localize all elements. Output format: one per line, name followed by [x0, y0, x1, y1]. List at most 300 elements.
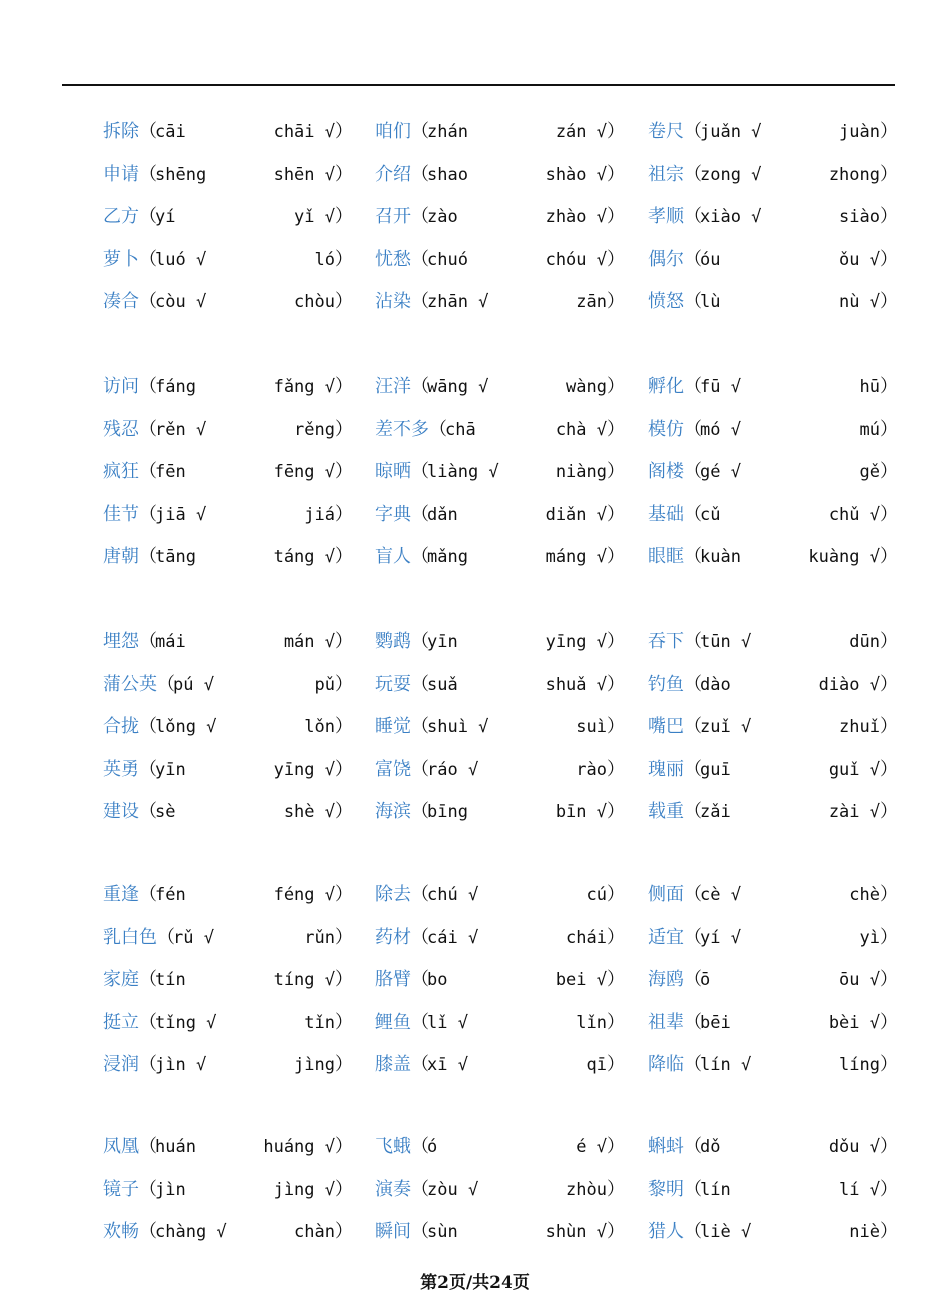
word-text: 唐朝	[103, 546, 139, 567]
open-paren: （	[139, 801, 157, 822]
open-paren: （	[411, 163, 429, 185]
pinyin-option-1: jìn	[155, 1179, 186, 1200]
open-paren: （	[411, 121, 429, 142]
word-item	[648, 1050, 898, 1080]
close-paren: ）	[335, 163, 353, 185]
close-paren: ）	[607, 503, 625, 525]
word-item	[103, 797, 353, 827]
open-paren: （	[411, 801, 429, 822]
word-text: 膝盖	[375, 1054, 411, 1075]
open-paren: （	[411, 546, 429, 567]
pinyin-option-2: zān	[576, 292, 607, 312]
pinyin-option-1: chàng √	[155, 1222, 227, 1242]
open-paren: （	[411, 758, 429, 780]
pinyin-option-2: jìng √	[273, 1179, 335, 1200]
close-paren: ）	[607, 926, 625, 948]
word-row	[0, 202, 950, 232]
word-text: 介绍	[375, 163, 411, 185]
open-paren: （	[157, 673, 175, 695]
word-item	[648, 415, 898, 445]
word-text: 钓鱼	[648, 673, 684, 695]
pinyin-option-1: chā	[445, 419, 476, 440]
pinyin-option-2: ǒu √	[839, 249, 880, 270]
open-paren: （	[139, 1011, 157, 1033]
close-paren: ）	[607, 884, 625, 905]
word-text: 演奏	[375, 1178, 411, 1200]
word-text: 睡觉	[375, 716, 411, 737]
pinyin-option-2: chòu	[294, 292, 335, 312]
pinyin-option-1: suǎ	[427, 674, 458, 695]
close-paren: ）	[335, 418, 353, 440]
pinyin-option-1: cāi	[155, 122, 186, 142]
word-text: 家庭	[103, 969, 139, 990]
word-item	[648, 202, 898, 232]
close-paren: ）	[335, 1011, 353, 1033]
close-paren: ）	[607, 546, 625, 567]
close-paren: ）	[335, 758, 353, 780]
pinyin-option-2: pǔ	[314, 674, 335, 695]
open-paren: （	[139, 631, 157, 652]
word-row	[0, 372, 950, 402]
pinyin-option-1: gé √	[700, 462, 741, 482]
pinyin-option-1: ó	[427, 1137, 438, 1157]
word-text: 载重	[648, 801, 684, 822]
open-paren: （	[411, 673, 429, 695]
pinyin-option-2: bīn √	[555, 802, 607, 822]
pinyin-option-2: ōu √	[839, 970, 880, 990]
pinyin-option-2: yì	[859, 927, 880, 948]
close-paren: ）	[335, 291, 353, 312]
close-paren: ）	[880, 1178, 898, 1200]
pinyin-option-2: guǐ √	[828, 759, 880, 780]
pinyin-option-1: rǔ √	[173, 927, 214, 948]
pinyin-option-2: diǎn √	[545, 504, 607, 525]
pinyin-option-2: líng	[839, 1055, 880, 1075]
pinyin-option-1: lín	[700, 1179, 731, 1200]
word-item	[648, 245, 898, 275]
pinyin-option-2: qī	[586, 1055, 607, 1075]
pinyin-option-2: lǐn	[576, 1012, 607, 1033]
pinyin-option-1: lǐ √	[427, 1012, 468, 1033]
open-paren: （	[684, 631, 702, 652]
close-paren: ）	[607, 121, 625, 142]
close-paren: ）	[335, 631, 353, 652]
open-paren: （	[684, 1136, 702, 1157]
word-text: 乙方	[103, 206, 139, 227]
open-paren: （	[139, 291, 157, 312]
pinyin-option-2: zhòu	[566, 1179, 607, 1200]
word-text: 疯狂	[103, 461, 139, 482]
word-text: 飞蛾	[375, 1136, 411, 1157]
close-paren: ）	[607, 758, 625, 780]
pinyin-option-2: rǔn	[304, 927, 335, 948]
open-paren: （	[684, 801, 702, 822]
open-paren: （	[139, 758, 157, 780]
word-item	[103, 202, 353, 232]
open-paren: （	[139, 376, 157, 397]
word-item	[375, 542, 625, 572]
open-paren: （	[411, 206, 429, 227]
pinyin-option-2: hū	[859, 377, 880, 397]
word-item	[375, 287, 625, 317]
word-item	[103, 1175, 353, 1205]
word-text: 合拢	[103, 716, 139, 737]
word-item	[648, 160, 898, 190]
word-row	[0, 880, 950, 910]
word-item	[103, 880, 353, 910]
pinyin-option-1: fū √	[700, 377, 741, 397]
word-item	[648, 1217, 898, 1247]
pinyin-option-2: bèi √	[828, 1012, 880, 1033]
open-paren: （	[139, 969, 157, 990]
close-paren: ）	[880, 248, 898, 270]
open-paren: （	[411, 716, 429, 737]
pinyin-option-1: xī √	[427, 1055, 468, 1075]
close-paren: ）	[880, 418, 898, 440]
open-paren: （	[411, 926, 429, 948]
pinyin-option-2: táng √	[273, 547, 335, 567]
open-paren: （	[411, 884, 429, 905]
pinyin-option-2: huáng √	[263, 1137, 335, 1157]
word-row	[0, 797, 950, 827]
close-paren: ）	[880, 376, 898, 397]
pinyin-option-1: shao	[427, 164, 468, 185]
word-text: 偶尔	[648, 248, 684, 270]
pinyin-option-1: sùn	[427, 1222, 458, 1242]
close-paren: ）	[880, 969, 898, 990]
word-text: 忧愁	[375, 248, 411, 270]
pinyin-option-1: zhán	[427, 122, 468, 142]
word-text: 挺立	[103, 1011, 139, 1033]
close-paren: ）	[880, 206, 898, 227]
close-paren: ）	[880, 546, 898, 567]
pinyin-option-2: chàn	[294, 1222, 335, 1242]
word-text: 蒲公英	[103, 673, 157, 695]
pinyin-option-2: yīng √	[545, 632, 607, 652]
open-paren: （	[411, 248, 429, 270]
pinyin-option-1: dǎn	[427, 504, 458, 525]
pinyin-option-2: rěng	[294, 419, 335, 440]
pinyin-option-2: cú	[586, 885, 607, 905]
word-row	[0, 712, 950, 742]
word-text: 重逢	[103, 884, 139, 905]
word-text: 孝顺	[648, 206, 684, 227]
pinyin-option-2: lǒn	[304, 717, 335, 737]
word-text: 残忍	[103, 418, 139, 440]
word-text: 申请	[103, 163, 139, 185]
open-paren: （	[411, 1178, 429, 1200]
pinyin-option-2: chǔ √	[828, 504, 880, 525]
word-item	[375, 923, 625, 953]
pinyin-option-1: jìn √	[155, 1055, 207, 1075]
pinyin-option-1: zǎi	[700, 802, 731, 822]
close-paren: ）	[335, 503, 353, 525]
open-paren: （	[139, 121, 157, 142]
pinyin-option-2: rào	[576, 759, 607, 780]
page-footer: 第2页/共24页	[420, 1273, 530, 1293]
word-item	[103, 457, 353, 487]
pinyin-option-2: dǒu √	[828, 1137, 880, 1157]
word-text: 黎明	[648, 1178, 684, 1200]
close-paren: ）	[880, 1221, 898, 1242]
word-item	[375, 117, 625, 147]
pinyin-option-1: cè √	[700, 885, 741, 905]
open-paren: （	[684, 376, 702, 397]
close-paren: ）	[607, 1054, 625, 1075]
pinyin-option-2: bei √	[555, 970, 607, 990]
word-item	[103, 670, 353, 700]
pinyin-option-1: còu √	[155, 292, 207, 312]
word-text: 基础	[648, 503, 684, 525]
word-text: 萝卜	[103, 248, 139, 270]
pinyin-option-1: bīng	[427, 802, 468, 822]
close-paren: ）	[880, 758, 898, 780]
close-paren: ）	[335, 1136, 353, 1157]
word-text: 差不多	[375, 418, 429, 440]
word-text: 适宜	[648, 926, 684, 948]
word-text: 瑰丽	[648, 758, 684, 780]
word-text: 乳白色	[103, 926, 157, 948]
word-item	[648, 1132, 898, 1162]
pinyin-option-2: mú	[859, 419, 880, 440]
open-paren: （	[684, 1221, 702, 1242]
word-item	[375, 627, 625, 657]
pinyin-option-1: lín √	[700, 1055, 752, 1075]
word-row	[0, 117, 950, 147]
word-text: 胳臂	[375, 969, 411, 990]
word-item	[375, 1050, 625, 1080]
open-paren: （	[139, 418, 157, 440]
word-text: 镜子	[103, 1178, 139, 1200]
pinyin-option-1: dǒ	[700, 1137, 721, 1157]
close-paren: ）	[335, 884, 353, 905]
word-item	[648, 1008, 898, 1038]
word-text: 建设	[103, 801, 139, 822]
word-row	[0, 287, 950, 317]
open-paren: （	[684, 969, 702, 990]
close-paren: ）	[335, 206, 353, 227]
pinyin-option-2: máng √	[545, 547, 607, 567]
word-text: 卷尺	[648, 121, 684, 142]
word-item	[375, 670, 625, 700]
pinyin-option-1: luó √	[155, 249, 207, 270]
close-paren: ）	[880, 1011, 898, 1033]
close-paren: ）	[607, 969, 625, 990]
close-paren: ）	[607, 1011, 625, 1033]
word-item	[103, 1132, 353, 1162]
pinyin-option-2: nù √	[839, 292, 880, 312]
word-text: 沾染	[375, 291, 411, 312]
word-text: 海鸥	[648, 969, 684, 990]
pinyin-option-1: bēi	[700, 1012, 731, 1033]
word-text: 吞下	[648, 631, 684, 652]
open-paren: （	[139, 206, 157, 227]
pinyin-option-1: bo	[427, 970, 448, 990]
word-text: 拆除	[103, 121, 139, 142]
close-paren: ）	[880, 503, 898, 525]
pinyin-option-2: jìng	[294, 1055, 335, 1075]
pinyin-option-2: fǎng √	[273, 377, 335, 397]
open-paren: （	[684, 716, 702, 737]
word-row	[0, 542, 950, 572]
open-paren: （	[411, 1011, 429, 1033]
close-paren: ）	[880, 631, 898, 652]
pinyin-option-2: chóu √	[545, 249, 607, 270]
pinyin-option-2: mán √	[283, 632, 335, 652]
word-row	[0, 1175, 950, 1205]
pinyin-option-1: ō	[700, 970, 711, 990]
word-item	[648, 880, 898, 910]
open-paren: （	[411, 291, 429, 312]
pinyin-option-1: mó √	[700, 419, 741, 440]
word-item	[103, 1008, 353, 1038]
close-paren: ）	[607, 376, 625, 397]
word-item	[375, 245, 625, 275]
pinyin-option-1: dào	[700, 674, 731, 695]
word-text: 凑合	[103, 291, 139, 312]
pinyin-option-1: mái	[155, 632, 186, 652]
word-text: 瞬间	[375, 1221, 411, 1242]
word-text: 祖辈	[648, 1011, 684, 1033]
pinyin-option-2: niàng	[555, 462, 607, 482]
pinyin-option-1: tǐng √	[155, 1012, 217, 1033]
open-paren: （	[684, 546, 702, 567]
close-paren: ）	[335, 673, 353, 695]
close-paren: ）	[880, 1136, 898, 1157]
word-text: 药材	[375, 926, 411, 948]
open-paren: （	[411, 1136, 429, 1157]
pinyin-option-1: kuàn	[700, 547, 741, 567]
word-text: 字典	[375, 503, 411, 525]
open-paren: （	[139, 1178, 157, 1200]
open-paren: （	[139, 1221, 157, 1242]
close-paren: ）	[335, 1221, 353, 1242]
word-text: 眼眶	[648, 546, 684, 567]
pinyin-option-2: féng √	[273, 885, 335, 905]
close-paren: ）	[880, 673, 898, 695]
close-paren: ）	[607, 631, 625, 652]
open-paren: （	[139, 503, 157, 525]
open-paren: （	[684, 206, 702, 227]
pinyin-option-1: pú √	[173, 674, 214, 695]
word-text: 凤凰	[103, 1136, 139, 1157]
pinyin-option-1: juǎn √	[700, 122, 762, 142]
open-paren: （	[411, 503, 429, 525]
pinyin-option-2: wàng	[566, 377, 607, 397]
open-paren: （	[684, 1054, 702, 1075]
pinyin-option-1: ráo √	[427, 759, 479, 780]
pinyin-option-2: é √	[576, 1137, 607, 1157]
pinyin-option-2: niè	[849, 1222, 880, 1242]
pinyin-option-1: chú √	[427, 885, 479, 905]
pinyin-option-2: lí √	[839, 1179, 880, 1200]
pinyin-option-2: shēn √	[273, 164, 335, 185]
open-paren: （	[139, 884, 157, 905]
word-text: 玩耍	[375, 673, 411, 695]
close-paren: ）	[335, 248, 353, 270]
word-row	[0, 923, 950, 953]
close-paren: ）	[335, 801, 353, 822]
close-paren: ）	[607, 461, 625, 482]
open-paren: （	[684, 418, 702, 440]
word-text: 汪洋	[375, 376, 411, 397]
word-item	[375, 160, 625, 190]
word-item	[375, 1175, 625, 1205]
word-row	[0, 1050, 950, 1080]
pinyin-option-2: zhong	[828, 164, 880, 185]
close-paren: ）	[335, 1054, 353, 1075]
word-text: 访问	[103, 376, 139, 397]
open-paren: （	[684, 1011, 702, 1033]
word-item	[375, 372, 625, 402]
word-row	[0, 245, 950, 275]
pinyin-option-1: sè	[155, 802, 176, 822]
word-text: 浸润	[103, 1054, 139, 1075]
open-paren: （	[684, 673, 702, 695]
word-text: 模仿	[648, 418, 684, 440]
word-item	[103, 1217, 353, 1247]
word-item	[375, 202, 625, 232]
open-paren: （	[684, 884, 702, 905]
word-item	[648, 965, 898, 995]
word-row	[0, 755, 950, 785]
word-item	[103, 245, 353, 275]
word-text: 盲人	[375, 546, 411, 567]
close-paren: ）	[335, 1178, 353, 1200]
word-row	[0, 965, 950, 995]
pinyin-option-1: zuǐ √	[700, 717, 752, 737]
word-text: 欢畅	[103, 1221, 139, 1242]
open-paren: （	[411, 461, 429, 482]
pinyin-option-1: liàng √	[427, 462, 499, 482]
pinyin-option-2: siào	[839, 207, 880, 227]
open-paren: （	[139, 163, 157, 185]
open-paren: （	[684, 121, 702, 142]
word-item	[648, 670, 898, 700]
close-paren: ）	[607, 163, 625, 185]
pinyin-option-2: zhào √	[545, 207, 607, 227]
word-row	[0, 457, 950, 487]
pinyin-option-1: fēn	[155, 462, 186, 482]
close-paren: ）	[607, 673, 625, 695]
pinyin-option-2: tíng √	[273, 970, 335, 990]
word-item	[375, 1217, 625, 1247]
word-text: 猎人	[648, 1221, 684, 1242]
word-text: 阁楼	[648, 461, 684, 482]
word-text: 孵化	[648, 376, 684, 397]
pinyin-option-1: mǎng	[427, 547, 468, 567]
word-item	[103, 1050, 353, 1080]
close-paren: ）	[335, 121, 353, 142]
close-paren: ）	[335, 546, 353, 567]
word-text: 愤怒	[648, 291, 684, 312]
close-paren: ）	[607, 801, 625, 822]
close-paren: ）	[607, 1178, 625, 1200]
word-row	[0, 1132, 950, 1162]
word-text: 蝌蚪	[648, 1136, 684, 1157]
word-text: 英勇	[103, 758, 139, 780]
pinyin-option-2: juàn	[839, 122, 880, 142]
word-item	[103, 923, 353, 953]
pinyin-option-1: fén	[155, 885, 186, 905]
close-paren: ）	[607, 291, 625, 312]
pinyin-option-1: yīn	[427, 632, 458, 652]
close-paren: ）	[607, 1136, 625, 1157]
word-text: 降临	[648, 1054, 684, 1075]
pinyin-option-2: shuǎ √	[545, 674, 607, 695]
pinyin-option-2: dūn	[849, 632, 880, 652]
open-paren: （	[411, 969, 429, 990]
